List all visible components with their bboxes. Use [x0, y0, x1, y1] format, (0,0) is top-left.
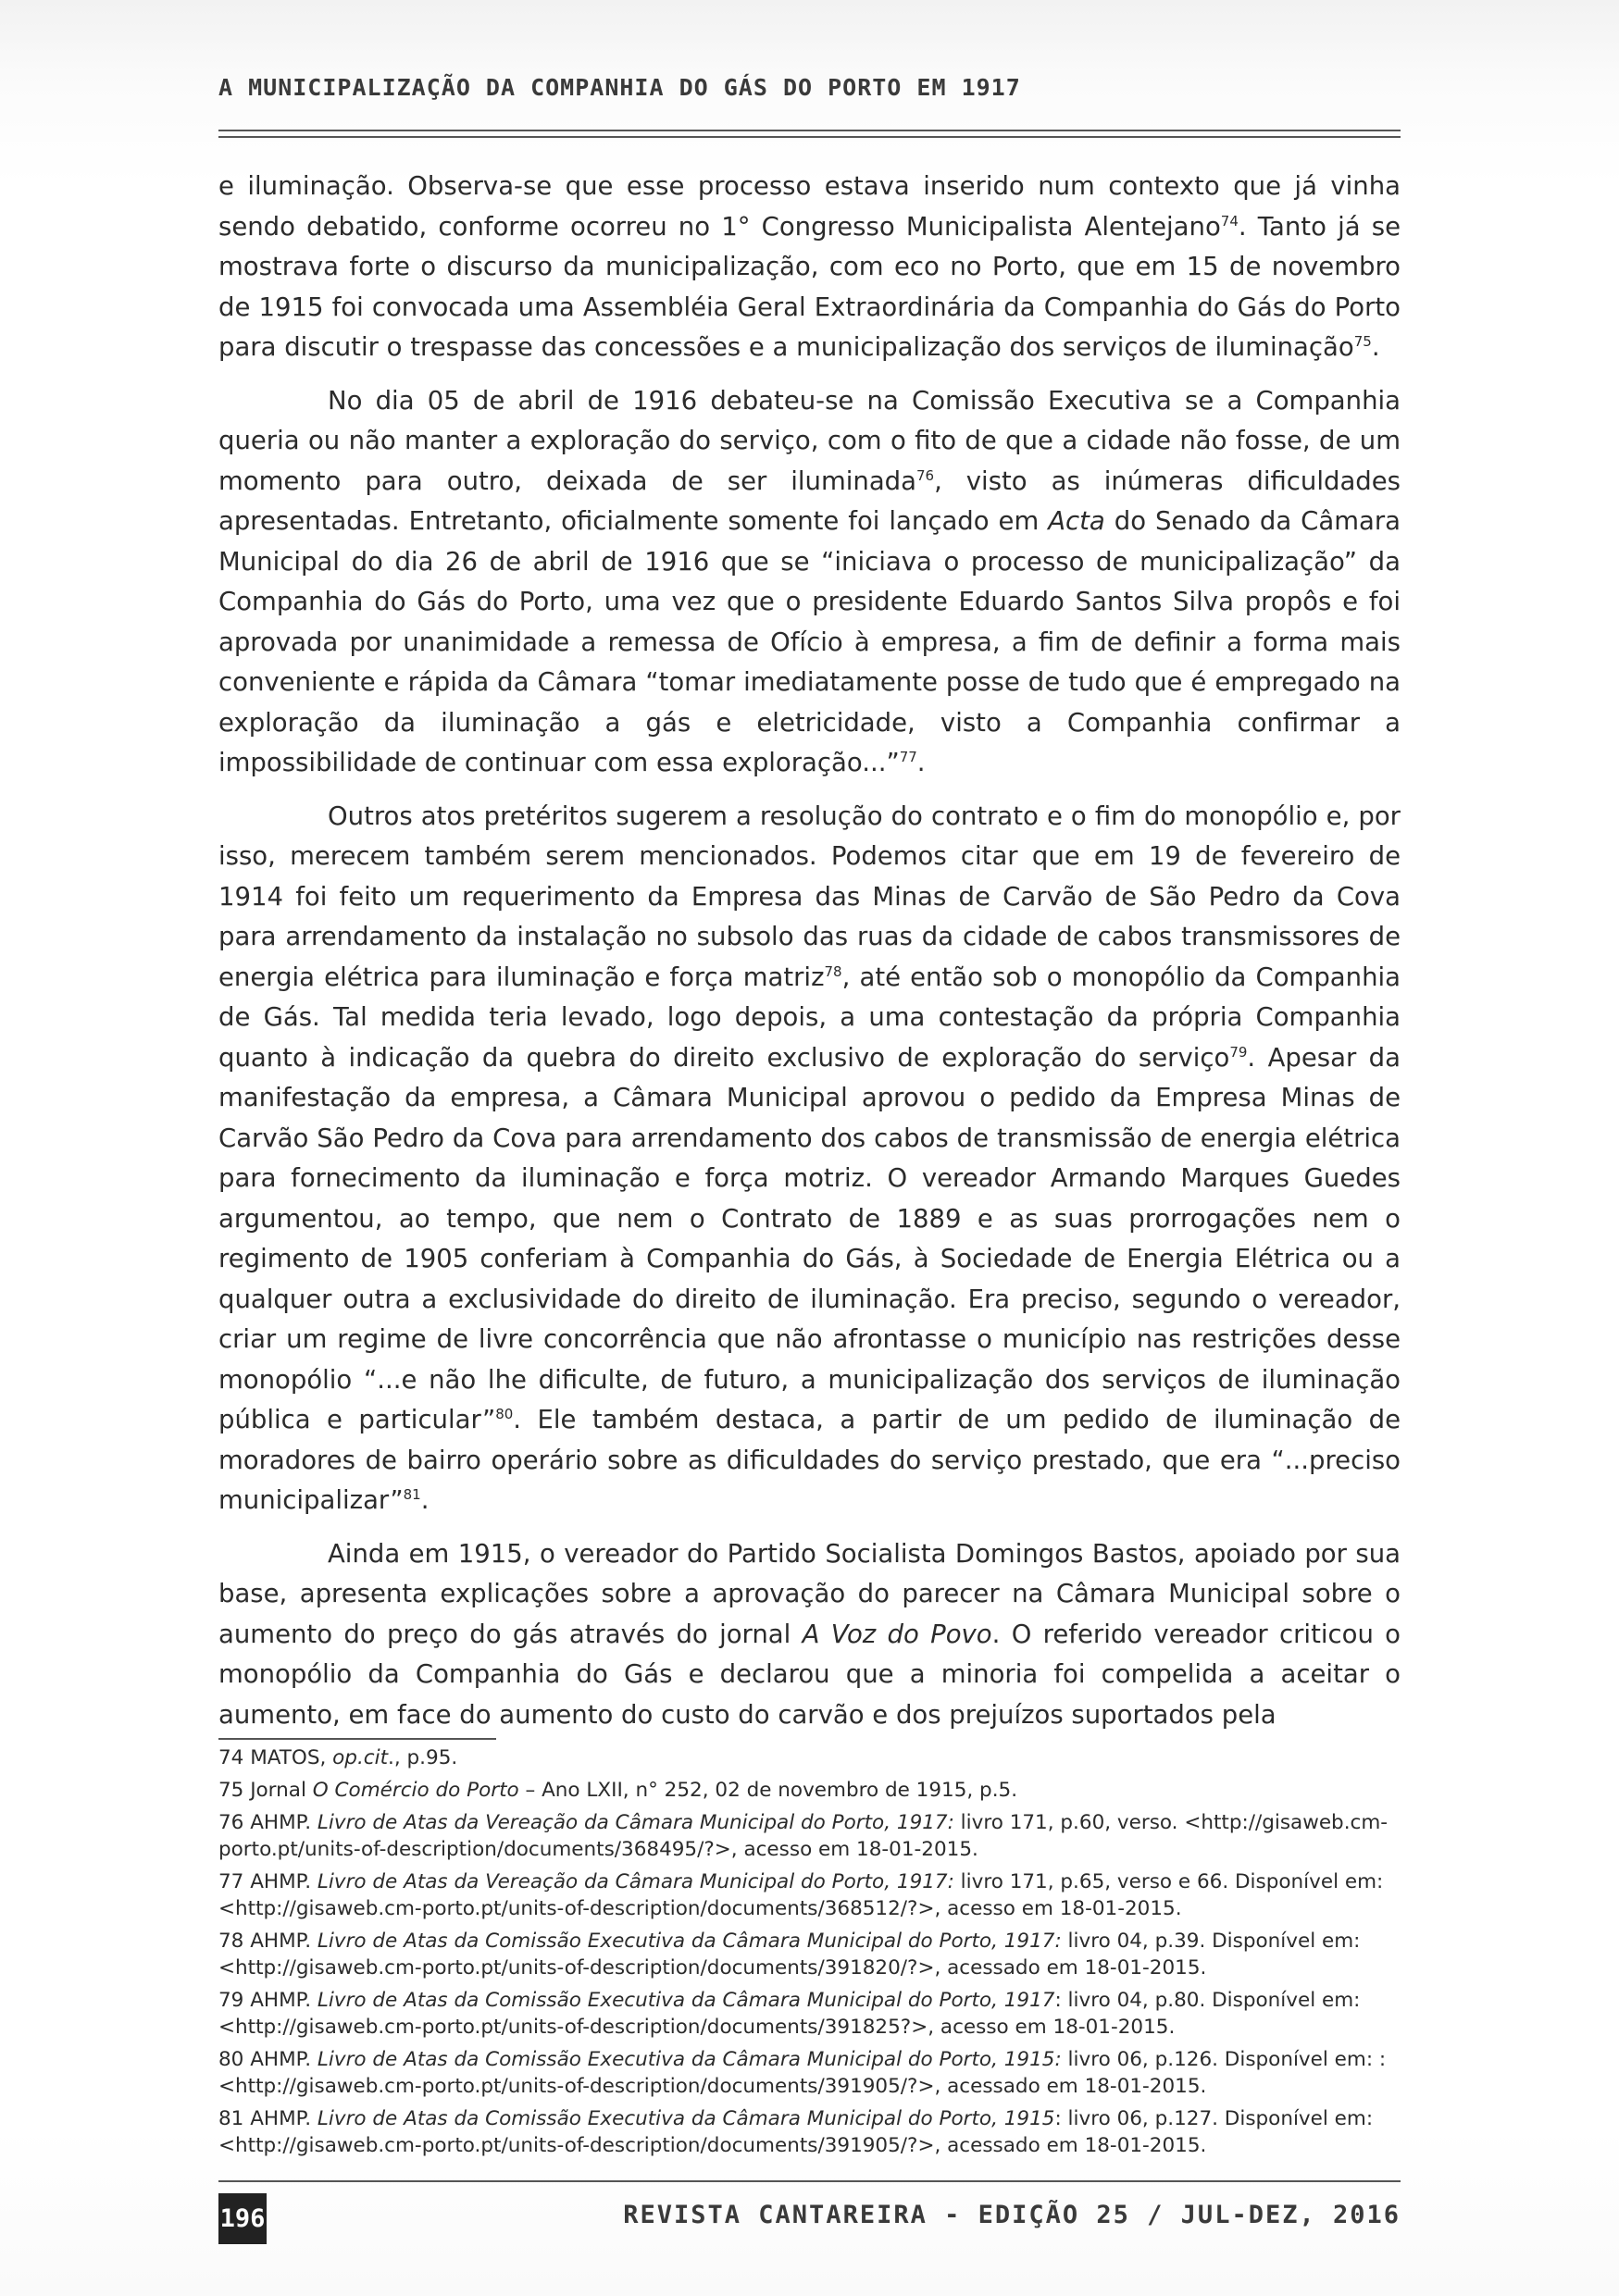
- footnote-text: ., p.95.: [388, 1746, 458, 1769]
- footnote-text: livro 04, p.39. Disponível em: <http://gisaweb.cm-porto.pt/units-of-description/documents/391820/?>, acessado em 18-01-2015.: [218, 1930, 1361, 1980]
- footnote-italic: Livro de Atas da Vereação da Câmara Municipal do Porto, 1917:: [317, 1870, 954, 1893]
- italic-term: Acta: [1048, 506, 1105, 536]
- footnote-italic: Livro de Atas da Comissão Executiva da Câmara Municipal do Porto, 1917:: [317, 1930, 1062, 1953]
- footnote-italic: op.cit: [332, 1746, 389, 1769]
- footnote-text: livro 171, p.60, verso. <http://gisaweb.cm-porto.pt/units-of-description/documents/368495/?>, acesso em 18-01-2015.: [218, 1811, 1389, 1861]
- body-text: [218, 167, 1401, 1748]
- text-run: .: [916, 748, 926, 777]
- footnotes: [218, 1744, 1401, 2165]
- footnote-75: [218, 1777, 1401, 1804]
- journal-footer: REVISTA CANTAREIRA - EDIÇÃO 25 / JUL-DEZ, 2016: [623, 2201, 1401, 2229]
- footnote-79: [218, 1987, 1401, 2041]
- paragraph-2: [218, 381, 1401, 784]
- header-rule: [218, 130, 1401, 131]
- text-run: No dia 05 de abril de 1916 debateu-se na Comissão Executiva se a Companhia queria ou não manter a exploração do serviço, com o fito de que a cidade não fosse, de um momento para outro, deixada de ser iluminada: [218, 385, 1401, 496]
- footnote-text: livro 171, p.65, verso e 66. Disponível em: <http://gisaweb.cm-porto.pt/units-of-description/documents/368512/?>, acesso em 18-01-2015.: [218, 1870, 1384, 1920]
- footnote-italic: Livro de Atas da Comissão Executiva da Câmara Municipal do Porto, 1915:: [317, 2048, 1062, 2071]
- footnote-76: [218, 1809, 1401, 1863]
- text-run: , até então sob o monopólio da Companhia de Gás. Tal medida teria levado, logo depois, a uma contestação da própria Companhia quanto à indicação da quebra do direito exclusivo de exploração do serviço: [218, 962, 1401, 1073]
- text-run: Outros atos pretéritos sugerem a resolução do contrato e o fim do monopólio e, por isso, merecem também serem mencionados. Podemos citar que em 19 de fevereiro de 1914 foi feito um requerimento da Empresa das Minas de Carvão de São Pedro da Cova para arrendamento da instalação no subsolo das ruas da cidade de cabos transmissores de energia elétrica para iluminação e força matriz: [218, 800, 1401, 992]
- footnote-78: [218, 1928, 1401, 1981]
- text-run: Ainda em 1915, o vereador do Partido Socialista Domingos Bastos, apoiado por sua base, apresenta explicações sobre a aprovação do parecer na Câmara Municipal sobre o aumento do preço do gás através do jornal: [218, 1538, 1401, 1649]
- footnote-ref-78[interactable]: 78: [824, 962, 842, 980]
- running-header-title: A MUNICIPALIZAÇÃO DA COMPANHIA DO GÁS DO PORTO EM 1917: [218, 74, 1021, 101]
- footnote-ref-79[interactable]: 79: [1229, 1043, 1248, 1061]
- footnote-text: 78 AHMP.: [218, 1930, 318, 1953]
- text-run: .: [420, 1485, 430, 1515]
- text-run: . Tanto já se mostrava forte o discurso da municipalização, com eco no Porto, que em 15 de novembro de 1915 foi convocada uma Assembléia Geral Extraordinária da Companhia do Gás do Porto para discutir o trespasse das concessões e a municipalização dos serviços de iluminação: [218, 211, 1401, 362]
- footer-rule: [218, 2180, 1401, 2182]
- paragraph-4: [218, 1534, 1401, 1736]
- footnote-text: 79 AHMP.: [218, 1989, 318, 2012]
- text-run: , visto as inúmeras dificuldades apresentadas. Entretanto, oficialmente somente foi lançado em: [218, 465, 1401, 536]
- text-run: do Senado da Câmara Municipal do dia 26 de abril de 1916 que se “iniciava o processo de municipalização” da Companhia do Gás do Porto, uma vez que o presidente Eduardo Santos Silva propôs e foi aprovada por unanimidade a remessa de Ofício à empresa, a fim de definir a forma mais conveniente e rápida da Câmara “tomar imediatamente posse de tudo que é empregado na exploração da iluminação a gás e eletricidade, visto a Companhia confirmar a impossibilidade de continuar com essa exploração...”: [218, 506, 1401, 777]
- footnote-ref-76[interactable]: 76: [915, 466, 935, 484]
- text-run: .: [1371, 332, 1380, 362]
- footnote-text: 81 AHMP.: [218, 2107, 318, 2130]
- footnote-ref-80[interactable]: 80: [495, 1405, 514, 1422]
- footnote-text: : livro 04, p.80. Disponível em: <http://gisaweb.cm-porto.pt/units-of-description/documents/391825?>, acesso em 18-01-2015.: [218, 1989, 1361, 2039]
- footnote-text: : livro 06, p.127. Disponível em: <http://gisaweb.cm-porto.pt/units-of-description/documents/391905/?>, acessado em 18-01-2015.: [218, 2107, 1374, 2157]
- footnote-italic: O Comércio do Porto: [312, 1779, 519, 1802]
- footnote-italic: Livro de Atas da Comissão Executiva da Câmara Municipal do Porto, 1917: [317, 1989, 1055, 2012]
- footnote-separator: [218, 1738, 496, 1740]
- footnote-77: [218, 1868, 1401, 1922]
- footnote-text: 76 AHMP.: [218, 1811, 318, 1834]
- footnote-text: 74 MATOS,: [218, 1746, 333, 1769]
- header-rule-double: [218, 136, 1401, 138]
- text-run: e iluminação. Observa-se que esse processo estava inserido num contexto que já vinha sendo debatido, conforme ocorreu no 1° Congresso Municipalista Alentejano: [218, 171, 1401, 242]
- footnote-80: [218, 2046, 1401, 2100]
- paragraph-3: [218, 797, 1401, 1521]
- footnote-81: [218, 2105, 1401, 2159]
- footnote-74: [218, 1744, 1401, 1771]
- footnote-ref-81[interactable]: 81: [403, 1485, 421, 1503]
- footnote-italic: Livro de Atas da Vereação da Câmara Municipal do Porto, 1917:: [317, 1811, 954, 1834]
- footnote-ref-77[interactable]: 77: [899, 748, 917, 765]
- footnote-ref-74[interactable]: 74: [1220, 212, 1239, 230]
- footnote-text: 77 AHMP.: [218, 1870, 318, 1893]
- footnote-text: 80 AHMP.: [218, 2048, 318, 2071]
- italic-title: A Voz do Povo: [802, 1619, 992, 1649]
- footnote-text: – Ano LXII, n° 252, 02 de novembro de 1915, p.5.: [518, 1779, 1018, 1802]
- footnote-italic: Livro de Atas da Comissão Executiva da Câmara Municipal do Porto, 1915: [317, 2107, 1055, 2130]
- footnote-text: 75 Jornal: [218, 1779, 313, 1802]
- footnote-text: livro 06, p.126. Disponível em: :<http://gisaweb.cm-porto.pt/units-of-description/documents/391905/?>, acessado em 18-01-2015.: [218, 2048, 1387, 2098]
- page-number-badge: 196: [218, 2193, 267, 2244]
- text-run: . Apesar da manifestação da empresa, a Câmara Municipal aprovou o pedido da Empresa Minas de Carvão São Pedro da Cova para arrendamento dos cabos de transmissão de energia elétrica para fornecimento da iluminação e força motriz. O vereador Armando Marques Guedes argumentou, ao tempo, que nem o Contrato de 1889 e as suas prorrogações nem o regimento de 1905 conferiam à Companhia do Gás, à Sociedade de Energia Elétrica ou a qualquer outra a exclusividade do direito de iluminação. Era preciso, segundo o vereador, criar um regime de livre concorrência que não afrontasse o município nas restrições desse monopólio “...e não lhe dificulte, de futuro, a municipalização dos serviços de iluminação pública e particular”: [218, 1042, 1401, 1434]
- paragraph-1: [218, 167, 1401, 368]
- text-run: . Ele também destaca, a partir de um pedido de iluminação de moradores de bairro operário sobre as dificuldades do serviço prestado, que era “...preciso municipalizar”: [218, 1405, 1401, 1515]
- footnote-ref-75[interactable]: 75: [1353, 332, 1372, 350]
- text-run: . O referido vereador criticou o monopólio da Companhia do Gás e declarou que a minoria foi compelida a aceitar o aumento, em face do aumento do custo do carvão e dos prejuízos suportados pela: [218, 1619, 1401, 1730]
